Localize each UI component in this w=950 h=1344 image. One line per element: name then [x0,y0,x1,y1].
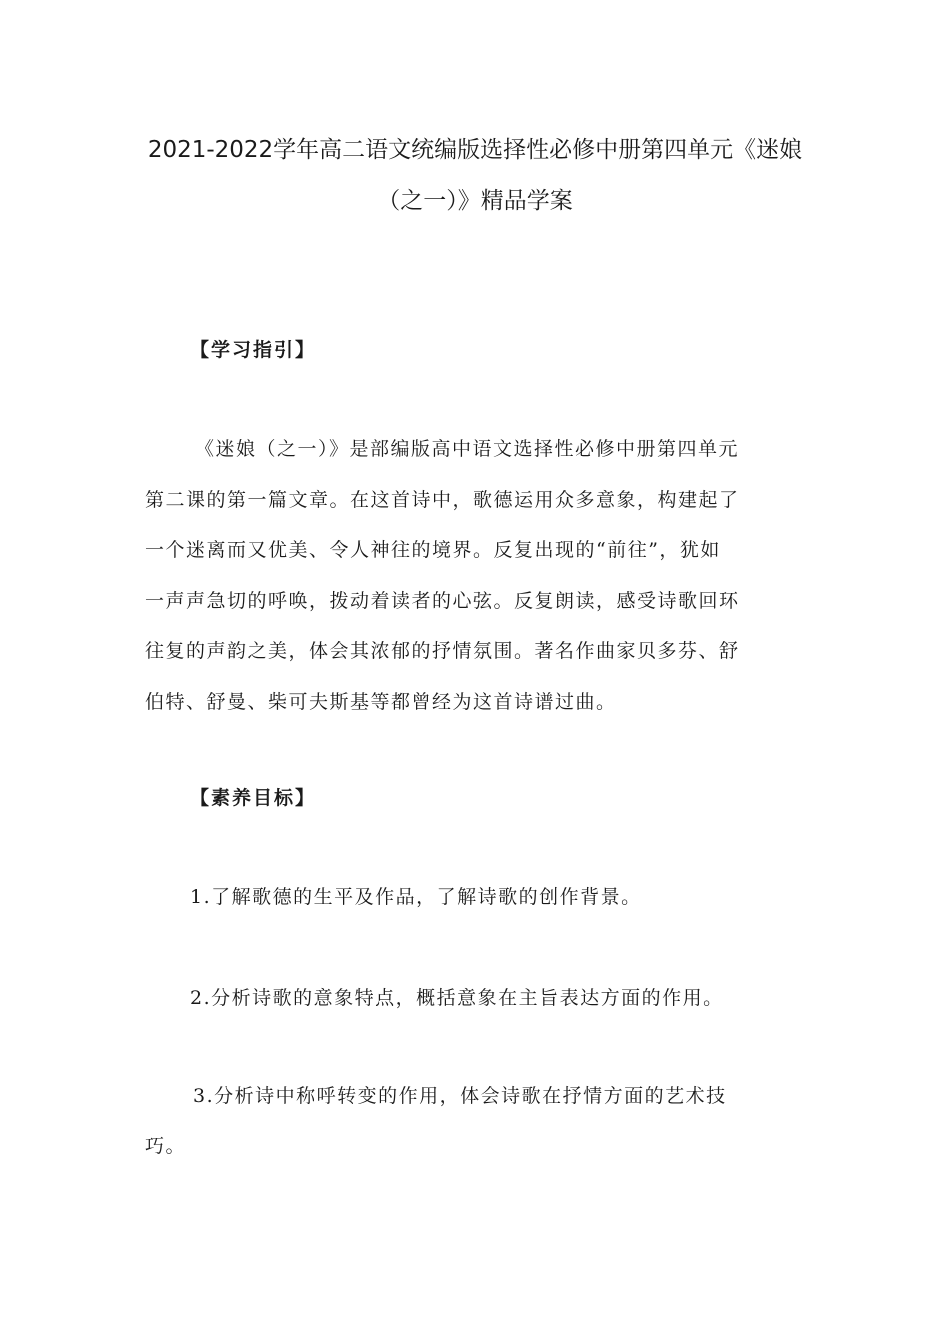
intro-line: 一个迷离而又优美、令人神往的境界。反复出现的“前往”，犹如 [145,539,721,561]
goal-item-1: 1.了解歌德的生平及作品，了解诗歌的创作背景。 [190,886,642,908]
intro-line: 《迷娘（之一）》是部编版高中语文选择性必修中册第四单元 [195,438,740,460]
intro-line: 伯特、舒曼、柴可夫斯基等都曾经为这首诗谱过曲。 [145,690,617,713]
intro-paragraph [145,424,810,727]
goal-item-3 [145,1071,810,1171]
intro-line: 往复的声韵之美，体会其浓郁的抒情氛围。著名作曲家贝多芬、舒 [145,640,740,662]
goal-item-3-line: 巧。 [145,1135,187,1157]
section-heading-study-guide: 【学习指引】 [190,339,317,361]
document-title-line-1: 2021-2022学年高二语文统编版选择性必修中册第四单元《迷娘 [147,137,803,163]
goal-item-2: 2.分析诗歌的意象特点，概括意象在主旨表达方面的作用。 [190,987,724,1009]
document-title-line-2: （之一）》精品学案 [377,188,573,214]
intro-line: 一声声急切的呼唤，拨动着读者的心弦。反复朗读，感受诗歌回环 [145,589,740,612]
goal-item-3-line: 3.分析诗中称呼转变的作用，体会诗歌在抒情方面的艺术技 [193,1085,727,1107]
section-heading-literacy-goals: 【素养目标】 [190,787,317,809]
intro-line: 第二课的第一篇文章。在这首诗中，歌德运用众多意象，构建起了 [145,488,740,511]
